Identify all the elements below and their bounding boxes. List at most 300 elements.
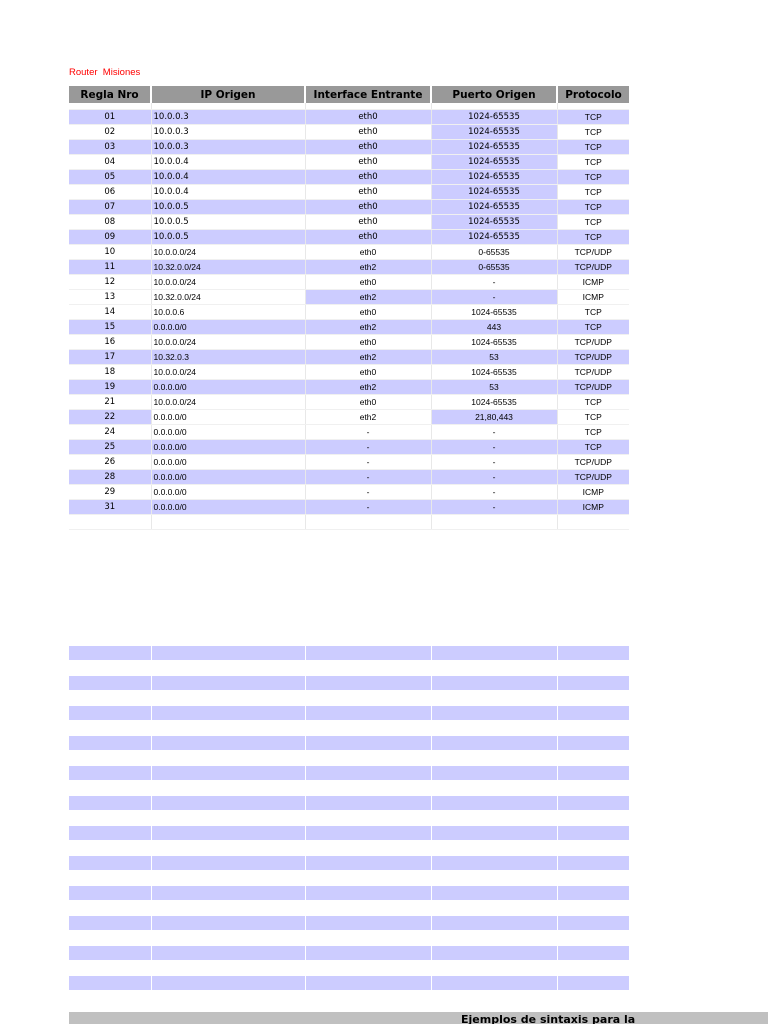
blank-cell — [557, 886, 629, 901]
blank-cell — [305, 691, 431, 706]
header-interface-entrante: Interface Entrante — [305, 86, 431, 103]
interface-cell: eth2 — [305, 350, 431, 365]
blank-cell — [151, 691, 305, 706]
rule-number-cell: 08 — [69, 215, 151, 230]
blank-cell — [151, 706, 305, 721]
rule-number-cell: 28 — [69, 470, 151, 485]
blank-cell — [69, 646, 151, 661]
blank-cell — [557, 991, 629, 1006]
protocolo-cell: TCP/UDP — [557, 245, 629, 260]
blank-cell — [557, 976, 629, 991]
ip-origen-cell: 10.0.0.0/24 — [151, 365, 305, 380]
puerto-origen-cell: - — [431, 455, 557, 470]
blank-table — [69, 646, 629, 1006]
table-row — [69, 440, 629, 455]
interface-cell: eth0 — [305, 215, 431, 230]
blank-cell — [151, 841, 305, 856]
blank-cell — [431, 931, 557, 946]
ip-origen-cell: 0.0.0.0/0 — [151, 320, 305, 335]
blank-cell — [151, 676, 305, 691]
rule-number-cell: 06 — [69, 185, 151, 200]
protocolo-cell: TCP/UDP — [557, 260, 629, 275]
rule-number-cell: 21 — [69, 395, 151, 410]
protocolo-cell: TCP — [557, 200, 629, 215]
blank-cell — [431, 856, 557, 871]
interface-cell: - — [305, 440, 431, 455]
blank-row — [69, 646, 629, 661]
blank-cell — [151, 976, 305, 991]
blank-cell — [69, 781, 151, 796]
blank-cell — [305, 766, 431, 781]
rule-number-cell: 11 — [69, 260, 151, 275]
rule-number-cell: 10 — [69, 245, 151, 260]
interface-cell: eth0 — [305, 140, 431, 155]
blank-cell — [151, 751, 305, 766]
blank-row — [69, 901, 629, 916]
footer-bar — [69, 1012, 768, 1024]
table-row-empty — [69, 515, 629, 530]
blank-row — [69, 751, 629, 766]
protocolo-cell: TCP/UDP — [557, 470, 629, 485]
ip-origen-cell: 10.0.0.5 — [151, 230, 305, 245]
blank-cell — [151, 781, 305, 796]
page-title: Router Misiones — [69, 67, 141, 78]
rule-number-cell: 12 — [69, 275, 151, 290]
puerto-origen-cell: 0-65535 — [431, 245, 557, 260]
ip-origen-cell: 10.0.0.3 — [151, 140, 305, 155]
blank-row — [69, 841, 629, 856]
protocolo-cell: TCP — [557, 215, 629, 230]
blank-row — [69, 811, 629, 826]
blank-cell — [557, 826, 629, 841]
ip-origen-cell: 0.0.0.0/0 — [151, 440, 305, 455]
blank-cell — [151, 991, 305, 1006]
interface-cell: eth0 — [305, 245, 431, 260]
puerto-origen-cell: 1024-65535 — [431, 110, 557, 125]
blank-cell — [69, 721, 151, 736]
table-row — [69, 365, 629, 380]
puerto-origen-cell: - — [431, 290, 557, 305]
ip-origen-cell: 10.32.0.0/24 — [151, 260, 305, 275]
table-row — [69, 335, 629, 350]
protocolo-cell: TCP — [557, 125, 629, 140]
table-row — [69, 140, 629, 155]
blank-cell — [431, 871, 557, 886]
blank-cell — [305, 901, 431, 916]
blank-cell — [305, 976, 431, 991]
blank-cell — [431, 766, 557, 781]
interface-cell: eth2 — [305, 380, 431, 395]
blank-cell — [431, 676, 557, 691]
puerto-origen-cell: 1024-65535 — [431, 230, 557, 245]
interface-cell: - — [305, 500, 431, 515]
protocolo-cell: TCP/UDP — [557, 335, 629, 350]
blank-row — [69, 766, 629, 781]
blank-row — [69, 916, 629, 931]
blank-cell — [305, 706, 431, 721]
table-row — [69, 395, 629, 410]
blank-cell — [431, 781, 557, 796]
blank-cell — [151, 856, 305, 871]
blank-cell — [305, 871, 431, 886]
blank-cell — [151, 946, 305, 961]
protocolo-cell: TCP — [557, 170, 629, 185]
blank-cell — [305, 856, 431, 871]
puerto-origen-cell: - — [431, 275, 557, 290]
blank-cell — [431, 691, 557, 706]
puerto-origen-cell: 53 — [431, 350, 557, 365]
blank-cell — [69, 976, 151, 991]
blank-cell — [305, 796, 431, 811]
blank-cell — [305, 826, 431, 841]
blank-cell — [431, 646, 557, 661]
protocolo-cell: TCP — [557, 395, 629, 410]
protocolo-cell: TCP — [557, 110, 629, 125]
blank-cell — [557, 721, 629, 736]
protocolo-cell: TCP/UDP — [557, 380, 629, 395]
blank-cell — [69, 871, 151, 886]
protocolo-cell: TCP/UDP — [557, 455, 629, 470]
header-regla-nro: Regla Nro — [69, 86, 151, 103]
blank-cell — [305, 886, 431, 901]
rule-number-cell: 31 — [69, 500, 151, 515]
protocolo-cell: TCP — [557, 440, 629, 455]
blank-row — [69, 946, 629, 961]
blank-cell — [431, 736, 557, 751]
blank-cell — [151, 721, 305, 736]
blank-cell — [557, 661, 629, 676]
blank-row — [69, 676, 629, 691]
rule-number-cell: 17 — [69, 350, 151, 365]
blank-cell — [69, 736, 151, 751]
blank-row — [69, 991, 629, 1006]
empty-cell — [305, 515, 431, 530]
ip-origen-cell: 10.0.0.3 — [151, 125, 305, 140]
blank-cell — [305, 646, 431, 661]
protocolo-cell: ICMP — [557, 500, 629, 515]
blank-cell — [305, 946, 431, 961]
blank-cell — [69, 811, 151, 826]
protocolo-cell: TCP — [557, 320, 629, 335]
protocolo-cell: ICMP — [557, 275, 629, 290]
rule-number-cell: 07 — [69, 200, 151, 215]
ip-origen-cell: 10.0.0.0/24 — [151, 245, 305, 260]
blank-cell — [557, 931, 629, 946]
table-row — [69, 350, 629, 365]
blank-cell — [557, 736, 629, 751]
blank-cell — [69, 676, 151, 691]
blank-cell — [557, 691, 629, 706]
blank-cell — [305, 841, 431, 856]
blank-cell — [69, 961, 151, 976]
blank-row — [69, 931, 629, 946]
interface-cell: eth0 — [305, 170, 431, 185]
table-row — [69, 260, 629, 275]
blank-cell — [69, 661, 151, 676]
footer-heading: Ejemplos de sintaxis para la — [461, 1013, 636, 1024]
blank-cell — [431, 706, 557, 721]
blank-cell — [305, 931, 431, 946]
puerto-origen-cell: 53 — [431, 380, 557, 395]
blank-cell — [557, 946, 629, 961]
ip-origen-cell: 10.0.0.0/24 — [151, 335, 305, 350]
blank-row — [69, 796, 629, 811]
blank-cell — [69, 796, 151, 811]
puerto-origen-cell: - — [431, 485, 557, 500]
table-row — [69, 110, 629, 125]
protocolo-cell: ICMP — [557, 290, 629, 305]
blank-cell — [69, 991, 151, 1006]
puerto-origen-cell: - — [431, 470, 557, 485]
blank-row — [69, 976, 629, 991]
blank-cell — [431, 811, 557, 826]
puerto-origen-cell: 1024-65535 — [431, 335, 557, 350]
puerto-origen-cell: 1024-65535 — [431, 185, 557, 200]
rule-number-cell: 29 — [69, 485, 151, 500]
table-row — [69, 320, 629, 335]
blank-cell — [69, 841, 151, 856]
header-puerto-origen: Puerto Origen — [431, 86, 557, 103]
blank-cell — [305, 916, 431, 931]
protocolo-cell: TCP — [557, 425, 629, 440]
interface-cell: eth0 — [305, 305, 431, 320]
interface-cell: eth0 — [305, 185, 431, 200]
interface-cell: eth0 — [305, 200, 431, 215]
rule-number-cell: 26 — [69, 455, 151, 470]
rule-number-cell: 09 — [69, 230, 151, 245]
rules-body — [69, 103, 629, 530]
rule-number-cell: 02 — [69, 125, 151, 140]
blank-cell — [69, 886, 151, 901]
blank-cell — [557, 706, 629, 721]
empty-cell — [151, 515, 305, 530]
ip-origen-cell: 0.0.0.0/0 — [151, 425, 305, 440]
puerto-origen-cell: 1024-65535 — [431, 155, 557, 170]
puerto-origen-cell: 1024-65535 — [431, 200, 557, 215]
blank-cell — [557, 856, 629, 871]
blank-row — [69, 961, 629, 976]
empty-cell — [557, 515, 629, 530]
rule-number-cell: 16 — [69, 335, 151, 350]
puerto-origen-cell: 1024-65535 — [431, 125, 557, 140]
table-row — [69, 500, 629, 515]
blank-cell — [305, 961, 431, 976]
blank-cell — [305, 811, 431, 826]
ip-origen-cell: 0.0.0.0/0 — [151, 380, 305, 395]
header-ip-origen: IP Origen — [151, 86, 305, 103]
blank-cell — [431, 946, 557, 961]
blank-cell — [69, 706, 151, 721]
rules-table — [69, 86, 629, 530]
blank-row — [69, 871, 629, 886]
interface-cell: eth0 — [305, 395, 431, 410]
table-row — [69, 155, 629, 170]
blank-cell — [305, 781, 431, 796]
ip-origen-cell: 10.0.0.6 — [151, 305, 305, 320]
blank-cell — [557, 676, 629, 691]
ip-origen-cell: 10.0.0.5 — [151, 215, 305, 230]
blank-cell — [151, 901, 305, 916]
blank-cell — [69, 691, 151, 706]
interface-cell: eth2 — [305, 290, 431, 305]
protocolo-cell: TCP — [557, 410, 629, 425]
blank-cell — [431, 961, 557, 976]
blank-cell — [69, 946, 151, 961]
blank-cell — [305, 991, 431, 1006]
rule-number-cell: 01 — [69, 110, 151, 125]
blank-cell — [151, 796, 305, 811]
blank-cell — [151, 736, 305, 751]
puerto-origen-cell: 1024-65535 — [431, 365, 557, 380]
table-row — [69, 380, 629, 395]
blank-cell — [431, 991, 557, 1006]
ip-origen-cell: 10.0.0.4 — [151, 155, 305, 170]
blank-cell — [69, 856, 151, 871]
protocolo-cell: TCP — [557, 155, 629, 170]
blank-cell — [431, 661, 557, 676]
blank-cell — [557, 751, 629, 766]
blank-cell — [305, 676, 431, 691]
rule-number-cell: 18 — [69, 365, 151, 380]
blank-cell — [151, 826, 305, 841]
table-row — [69, 215, 629, 230]
puerto-origen-cell: 21,80,443 — [431, 410, 557, 425]
ip-origen-cell: 10.0.0.0/24 — [151, 395, 305, 410]
blank-cell — [151, 661, 305, 676]
interface-cell: eth0 — [305, 110, 431, 125]
blank-cell — [151, 766, 305, 781]
table-row — [69, 125, 629, 140]
blank-row — [69, 706, 629, 721]
ip-origen-cell: 0.0.0.0/0 — [151, 410, 305, 425]
ip-origen-cell: 0.0.0.0/0 — [151, 455, 305, 470]
blank-cell — [305, 721, 431, 736]
blank-cell — [557, 781, 629, 796]
table-row — [69, 455, 629, 470]
rule-number-cell: 03 — [69, 140, 151, 155]
blank-cell — [69, 931, 151, 946]
puerto-origen-cell: 0-65535 — [431, 260, 557, 275]
rule-number-cell: 13 — [69, 290, 151, 305]
puerto-origen-cell: - — [431, 425, 557, 440]
interface-cell: eth0 — [305, 365, 431, 380]
blank-cell — [69, 901, 151, 916]
ip-origen-cell: 10.0.0.4 — [151, 170, 305, 185]
blank-cell — [151, 931, 305, 946]
table-row — [69, 470, 629, 485]
blank-cell — [557, 811, 629, 826]
protocolo-cell: TCP — [557, 305, 629, 320]
blank-cell — [431, 901, 557, 916]
blank-cell — [431, 976, 557, 991]
blank-cell — [431, 916, 557, 931]
blank-cell — [431, 841, 557, 856]
rule-number-cell: 19 — [69, 380, 151, 395]
blank-cell — [151, 811, 305, 826]
header-protocolo: Protocolo — [557, 86, 629, 103]
protocolo-cell: TCP — [557, 230, 629, 245]
blank-cell — [305, 661, 431, 676]
puerto-origen-cell: 1024-65535 — [431, 170, 557, 185]
ip-origen-cell: 0.0.0.0/0 — [151, 485, 305, 500]
ip-origen-cell: 10.32.0.3 — [151, 350, 305, 365]
blank-cell — [557, 766, 629, 781]
interface-cell: eth0 — [305, 125, 431, 140]
rule-number-cell: 22 — [69, 410, 151, 425]
table-row — [69, 245, 629, 260]
blank-cell — [305, 751, 431, 766]
blank-row — [69, 856, 629, 871]
puerto-origen-cell: - — [431, 440, 557, 455]
table-row — [69, 485, 629, 500]
blank-cell — [431, 886, 557, 901]
blank-cell — [557, 901, 629, 916]
blank-cell — [69, 826, 151, 841]
table-row — [69, 200, 629, 215]
protocolo-cell: ICMP — [557, 485, 629, 500]
ip-origen-cell: 10.0.0.5 — [151, 200, 305, 215]
table-row — [69, 230, 629, 245]
blank-cell — [69, 916, 151, 931]
blank-cell — [557, 871, 629, 886]
blank-cell — [431, 751, 557, 766]
interface-cell: eth0 — [305, 335, 431, 350]
blank-cell — [431, 796, 557, 811]
blank-cell — [431, 826, 557, 841]
puerto-origen-cell: 443 — [431, 320, 557, 335]
blank-cell — [557, 796, 629, 811]
rule-number-cell: 15 — [69, 320, 151, 335]
protocolo-cell: TCP — [557, 140, 629, 155]
protocolo-cell: TCP/UDP — [557, 365, 629, 380]
ip-origen-cell: 10.32.0.0/24 — [151, 290, 305, 305]
table-row — [69, 410, 629, 425]
blank-cell — [151, 871, 305, 886]
ip-origen-cell: 10.0.0.0/24 — [151, 275, 305, 290]
blank-row — [69, 721, 629, 736]
blank-cell — [557, 916, 629, 931]
rule-number-cell: 04 — [69, 155, 151, 170]
interface-cell: - — [305, 455, 431, 470]
table-row — [69, 290, 629, 305]
blank-row — [69, 826, 629, 841]
table-row — [69, 275, 629, 290]
rule-number-cell: 25 — [69, 440, 151, 455]
blank-cell — [69, 766, 151, 781]
table-row — [69, 305, 629, 320]
blank-row — [69, 736, 629, 751]
table-row — [69, 185, 629, 200]
empty-cell — [69, 515, 151, 530]
rule-number-cell: 05 — [69, 170, 151, 185]
rule-number-cell: 24 — [69, 425, 151, 440]
table-header-row — [69, 86, 629, 103]
interface-cell: eth0 — [305, 155, 431, 170]
ip-origen-cell: 10.0.0.4 — [151, 185, 305, 200]
blank-row — [69, 661, 629, 676]
blank-row — [69, 691, 629, 706]
blank-row — [69, 886, 629, 901]
blank-cell — [557, 646, 629, 661]
interface-cell: eth0 — [305, 230, 431, 245]
blank-cell — [69, 751, 151, 766]
puerto-origen-cell: 1024-65535 — [431, 140, 557, 155]
puerto-origen-cell: 1024-65535 — [431, 305, 557, 320]
protocolo-cell: TCP/UDP — [557, 350, 629, 365]
interface-cell: - — [305, 485, 431, 500]
ip-origen-cell: 10.0.0.3 — [151, 110, 305, 125]
blank-cell — [557, 841, 629, 856]
